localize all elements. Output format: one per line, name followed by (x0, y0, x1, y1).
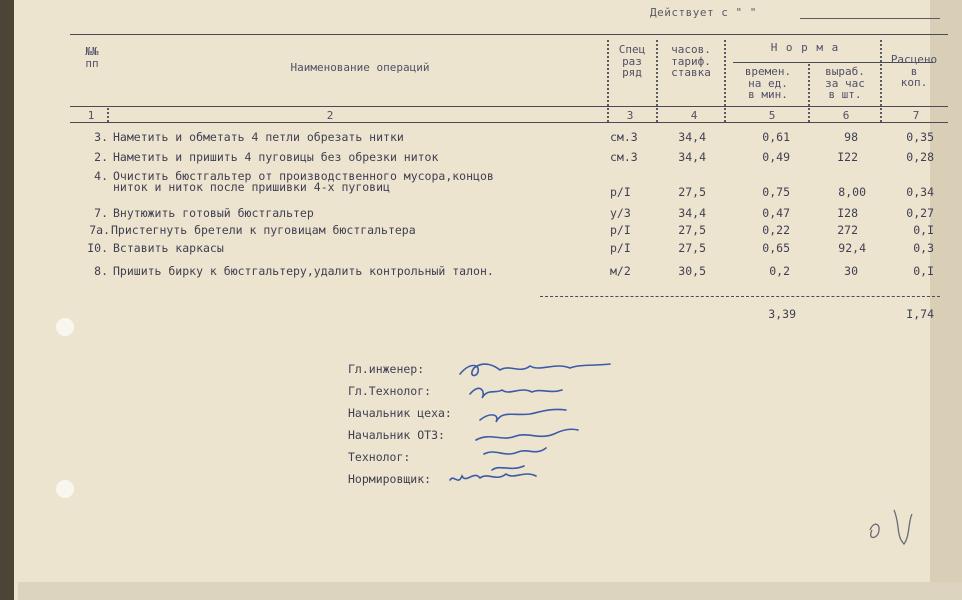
row-rate: 34,4 (678, 150, 706, 164)
row-time: 0,22 (762, 223, 790, 237)
row-rate: 27,5 (678, 185, 706, 199)
row-operation: Вставить каркасы (113, 241, 224, 255)
role-technologist: Технолог: (348, 450, 411, 464)
row-time: 0,65 (762, 241, 790, 255)
header-price: Расцено в коп. (890, 53, 938, 90)
header-spec-grade: Спец раз ряд (618, 43, 646, 80)
colnum-6: 6 (842, 109, 850, 122)
row-price: 0,28 (906, 150, 934, 164)
colnum-3: 3 (626, 109, 634, 122)
row-output: I22 (837, 150, 858, 164)
col-sep (107, 108, 109, 122)
row-number: 8. (94, 264, 108, 278)
total-rule (540, 296, 940, 297)
row-price: 0,35 (906, 130, 934, 144)
row-time: 0,75 (762, 185, 790, 199)
row-output: 30 (844, 264, 858, 278)
row-number: I0. (87, 241, 108, 255)
page-bottom-edge (18, 582, 962, 600)
col-sep (607, 40, 609, 122)
table-top-rule (70, 34, 948, 35)
row-rate: 27,5 (678, 223, 706, 237)
row-spec: см.3 (610, 130, 638, 144)
header-time: времен. на ед. в мин. (744, 65, 792, 102)
colnum-4: 4 (690, 109, 698, 122)
row-spec: м/2 (610, 264, 631, 278)
punch-hole (56, 480, 74, 498)
row-price: 0,I (913, 264, 934, 278)
row-output: I28 (837, 206, 858, 220)
row-operation: Наметить и пришить 4 пуговицы без обрезки ниток (113, 150, 439, 164)
punch-hole (56, 318, 74, 336)
row-price: 0,27 (906, 206, 934, 220)
row-output: 272 (837, 223, 858, 237)
colnum-2: 2 (326, 109, 334, 122)
row-time: 0,49 (762, 150, 790, 164)
header-number: №№ пп (85, 45, 99, 70)
row-number: 7. (94, 206, 108, 220)
row-spec: р/I (610, 185, 631, 199)
handwritten-signatures (440, 352, 630, 512)
colnum-7: 7 (912, 109, 920, 122)
row-number: 2. (94, 150, 108, 164)
row-number: 4. (94, 169, 108, 183)
row-time: 0,2 (769, 264, 790, 278)
role-shop-head: Начальник цеха: (348, 406, 452, 420)
row-output: 92,4 (838, 241, 866, 255)
row-output: 98 (844, 130, 858, 144)
row-operation: Наметить и обметать 4 петли обрезать нитки (113, 130, 404, 144)
row-rate: 27,5 (678, 241, 706, 255)
header-operation-name: Наименование операций (290, 61, 430, 74)
row-spec: р/I (610, 223, 631, 237)
row-price: 0,3 (913, 241, 934, 255)
role-chief-technologist: Гл.Технолог: (348, 384, 432, 398)
total-time: 3,39 (768, 307, 796, 321)
row-number: 3. (94, 130, 108, 144)
effective-date-line (800, 18, 940, 19)
header-hourly-rate: часов. тариф. ставка (671, 43, 711, 80)
role-otz-head: Начальник ОТЗ: (348, 428, 445, 442)
row-rate: 34,4 (678, 206, 706, 220)
row-operation-cont: ниток и ниток после пришивки 4-х пуговиц (113, 180, 390, 194)
row-output: 8,00 (838, 185, 866, 199)
row-spec: р/I (610, 241, 631, 255)
row-operation: Внутюжить готовый бюстгальтер (113, 206, 314, 220)
row-operation: Пришить бирку к бюстгальтеру,удалить контрольный талон. (113, 264, 494, 278)
row-rate: 34,4 (678, 130, 706, 144)
page-edge-shadow (930, 0, 962, 600)
role-chief-engineer: Гл.инженер: (348, 362, 425, 376)
col-sep (724, 40, 726, 122)
colnum-bottom-rule (70, 122, 948, 123)
col-sep (880, 40, 882, 122)
header-norm: Н о р м а (770, 41, 840, 54)
effective-date-label: Действует с " " (650, 6, 757, 19)
row-number: 7а. (89, 223, 110, 237)
row-spec: у/3 (610, 206, 631, 220)
row-operation: Пристегнуть бретели к пуговицам бюстгальтера (111, 223, 416, 237)
col-sep (808, 64, 810, 122)
pencil-mark (860, 500, 930, 560)
colnum-1: 1 (87, 109, 95, 122)
header-output: выраб. за час в шт. (825, 65, 865, 102)
row-time: 0,61 (762, 130, 790, 144)
row-price: 0,34 (906, 185, 934, 199)
header-bottom-rule (70, 106, 948, 107)
row-spec: см.3 (610, 150, 638, 164)
total-price: I,74 (906, 307, 934, 321)
row-time: 0,47 (762, 206, 790, 220)
col-sep (656, 40, 658, 122)
row-price: 0,I (913, 223, 934, 237)
row-operation: Очистить бюстгальтер от производственного мусора,концов (113, 169, 494, 183)
row-rate: 30,5 (678, 264, 706, 278)
role-normer: Нормировщик: (348, 472, 432, 486)
colnum-5: 5 (768, 109, 776, 122)
